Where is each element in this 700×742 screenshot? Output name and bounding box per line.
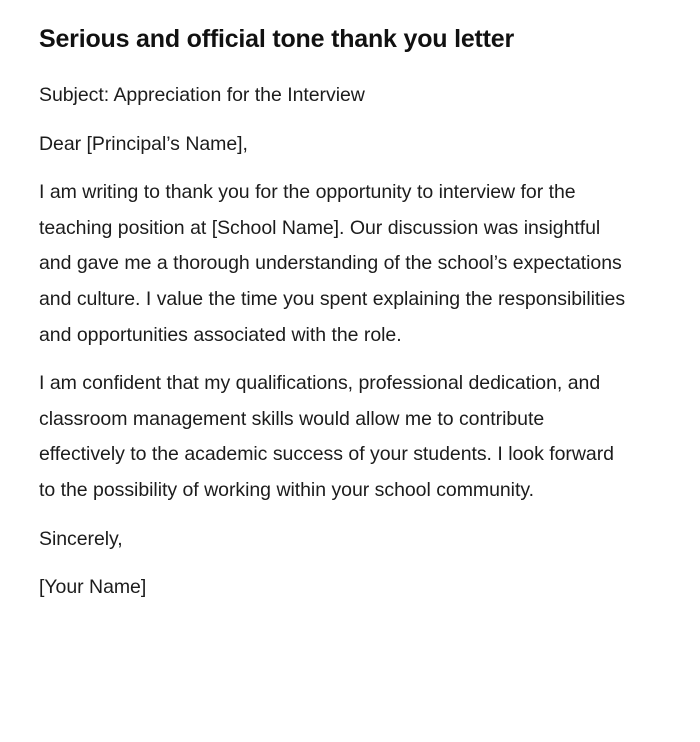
body-paragraph-2: I am confident that my qualifications, professional dedication, and classroom management skills would allow me to contribute effectively to the academic success of your students. I look forward to the possibility of working within your school community. — [39, 372, 614, 501]
signature-line: [Your Name] — [39, 576, 147, 599]
letter-body — [39, 78, 660, 606]
body-paragraph-1: I am writing to thank you for the opportunity to interview for the teaching position at [School Name]. Our discussion was insightful and gave me a thorough understanding of the school’s expectations and culture. I value the time you spent explaining the responsibilities and opportunities associated with the role. — [39, 181, 626, 346]
salutation-line: Dear [Principal’s Name], — [39, 132, 248, 155]
closing-line: Sincerely, — [39, 527, 123, 550]
page-title: Serious and official tone thank you letter — [39, 25, 515, 53]
subject-line: Subject: Appreciation for the Interview — [39, 84, 365, 106]
